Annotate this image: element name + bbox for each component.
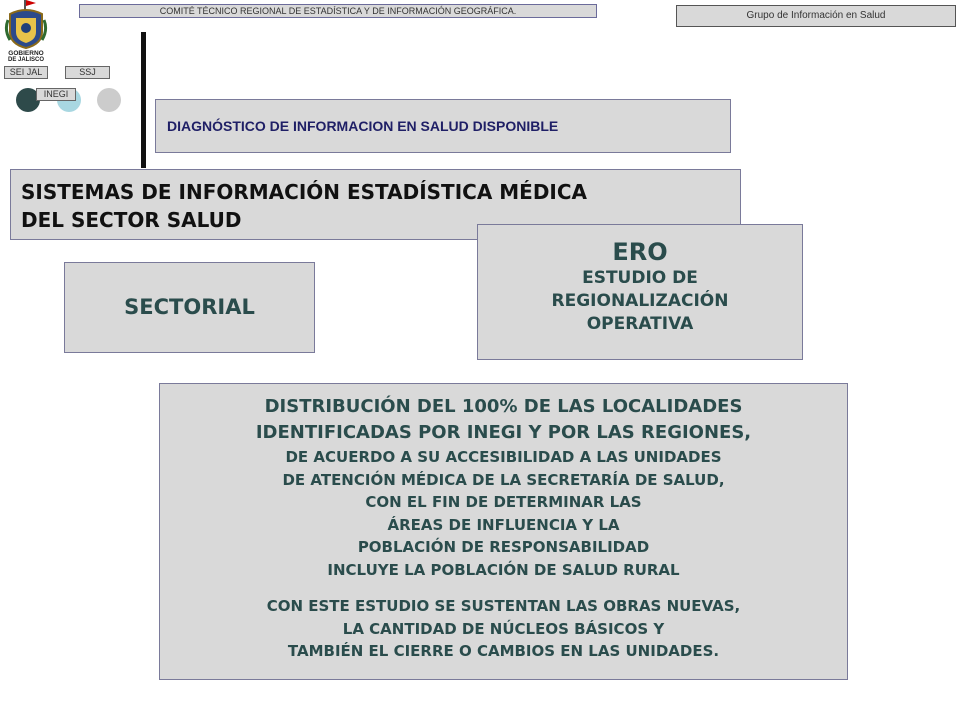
org-tag-inegi: INEGI — [36, 88, 76, 101]
header-banner: COMITÉ TÉCNICO REGIONAL DE ESTADÍSTICA Y DE INFORMACIÓN GEOGRÁFICA. — [79, 4, 597, 18]
description-line: DE ACUERDO A SU ACCESIBILIDAD A LAS UNIDADES — [285, 448, 722, 466]
diagnostic-title: DIAGNÓSTICO DE INFORMACION EN SALUD DISPONIBLE — [155, 99, 731, 153]
description-line: TAMBIÉN EL CIERRE O CAMBIOS EN LAS UNIDADES. — [287, 642, 720, 660]
description-box — [159, 383, 848, 680]
main-title-line2: DEL SECTOR SALUD — [21, 208, 242, 232]
logo-text-line1: GOBIERNO — [8, 50, 44, 57]
ero-title: ERO — [612, 238, 668, 266]
circle-gray — [97, 88, 121, 112]
ero-box — [477, 224, 803, 360]
group-label: Grupo de Información en Salud — [676, 5, 956, 27]
description-line: LA CANTIDAD DE NÚCLEOS BÁSICOS Y — [342, 619, 665, 638]
description-line: IDENTIFICADAS POR INEGI Y POR LAS REGIONES, — [255, 422, 752, 443]
description-spacer — [160, 581, 847, 595]
main-title-line1: SISTEMAS DE INFORMACIÓN ESTADÍSTICA MÉDICA — [21, 180, 588, 204]
description-line: DISTRIBUCIÓN DEL 100% DE LAS LOCALIDADES — [264, 396, 743, 417]
org-tag-seijal: SEI JAL — [4, 66, 48, 79]
description-line: CON ESTE ESTUDIO SE SUSTENTAN LAS OBRAS NUEVAS, — [266, 597, 741, 615]
sectorial-box: SECTORIAL — [64, 262, 315, 353]
ero-line1: ESTUDIO DE — [582, 268, 698, 288]
ero-line2: REGIONALIZACIÓN — [551, 291, 729, 311]
description-line: ÁREAS DE INFLUENCIA Y LA — [387, 515, 620, 534]
description-line: INCLUYE LA POBLACIÓN DE SALUD RURAL — [327, 560, 680, 579]
logo-text-line2: DE JALISCO — [7, 57, 45, 62]
description-line: POBLACIÓN DE RESPONSABILIDAD — [357, 538, 650, 556]
vertical-divider — [141, 32, 146, 168]
jalisco-coat-of-arms-icon — [4, 0, 48, 62]
org-tag-ssj: SSJ — [65, 66, 110, 79]
description-line: DE ATENCIÓN MÉDICA DE LA SECRETARÍA DE SALUD, — [282, 470, 725, 489]
description-line: CON EL FIN DE DETERMINAR LAS — [365, 493, 642, 511]
ero-line3: OPERATIVA — [586, 314, 694, 334]
